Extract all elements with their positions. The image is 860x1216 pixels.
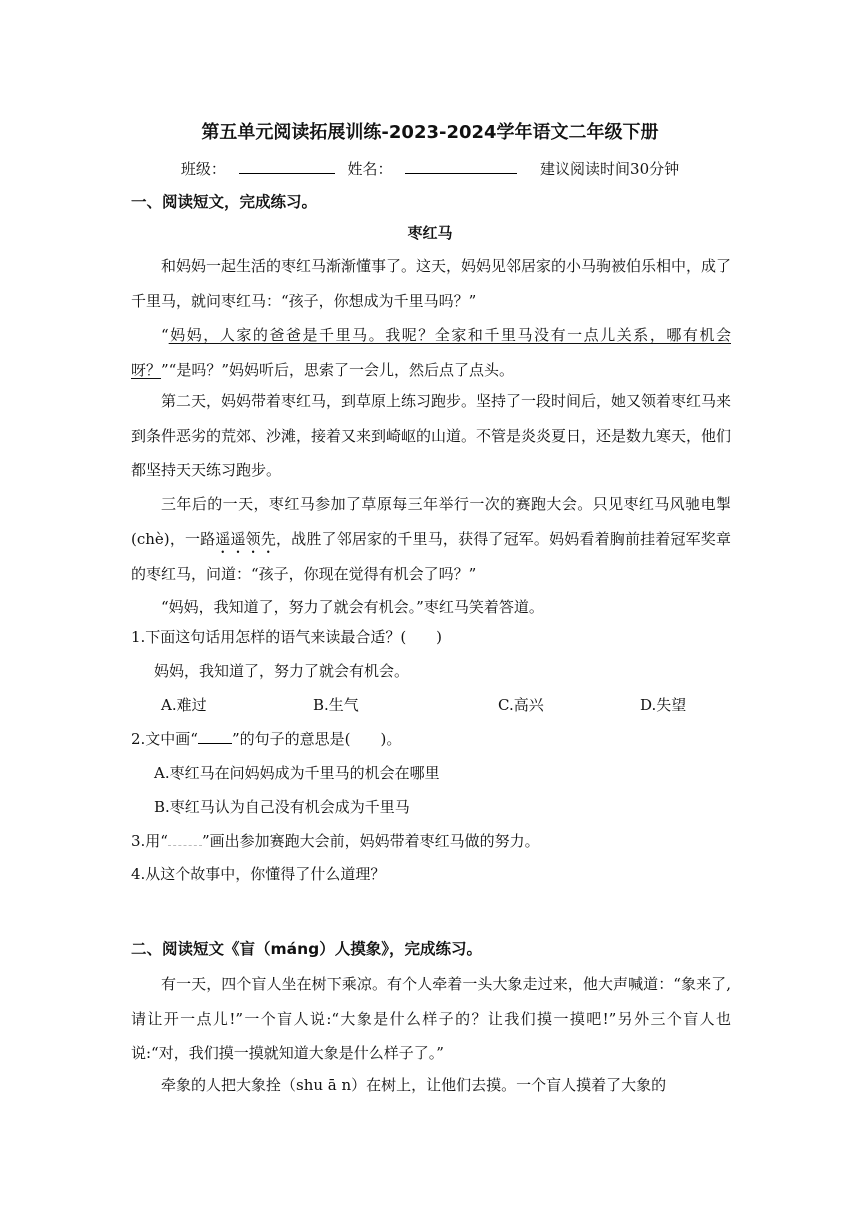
q2-option-a[interactable]: A.枣红马在问妈妈成为千里马的机会在哪里: [154, 764, 440, 782]
story-paragraph-5: “妈妈，我知道了，努力了就会有机会。”枣红马笑着答道。: [161, 598, 544, 616]
story-paragraph-4: [131, 487, 731, 591]
question-1: 1.下面这句话用怎样的语气来读最合适？( ): [131, 628, 443, 646]
q3-wavy-line-sample: [168, 832, 202, 846]
paragraph-2-rest: ”“是吗？”妈妈听后，思索了一会儿，然后点了点头。: [161, 360, 515, 379]
section1-heading: 一、阅读短文，完成练习。: [131, 193, 318, 211]
q2-suffix: ”的句子的意思是( )。: [231, 730, 402, 748]
reading-time-note: 建议阅读时间30分钟: [540, 160, 680, 178]
open-quote: “: [161, 326, 169, 344]
q3-prefix: 3.用“: [131, 832, 168, 850]
story-title: 枣红马: [407, 224, 453, 242]
q2-option-b[interactable]: B.枣红马认为自己没有机会成为千里马: [154, 798, 410, 816]
student-info-row: [0, 158, 860, 179]
class-label: 班级：: [180, 160, 226, 178]
dotted-phrase: 遥遥领先: [215, 529, 277, 548]
question-4: 4.从这个故事中，你懂得了什么道理？: [131, 865, 386, 883]
section2-heading: 二、阅读短文《盲（máng）人摸象》，完成练习。: [131, 940, 482, 958]
question-1-sentence: 妈妈，我知道了，努力了就会有机会。: [154, 662, 410, 680]
class-blank[interactable]: [239, 159, 335, 174]
page-title: 第五单元阅读拓展训练-2023-2024学年语文二年级下册: [201, 122, 659, 143]
q1-option-a[interactable]: A.难过: [161, 696, 207, 714]
question-2: [131, 728, 401, 749]
story-paragraph-1: 和妈妈一起生活的枣红马渐渐懂事了。这天，妈妈见邻居家的小马驹被伯乐相中，成了千里马，就问枣红马：“孩子，你想成为千里马吗？”: [131, 257, 732, 310]
story2-paragraph-2: 牵象的人把大象拴（shu ā n）在树上，让他们去摸。一个盲人摸着了大象的: [161, 1076, 667, 1094]
name-blank[interactable]: [405, 159, 517, 174]
paragraph-4-part-a: 三年后的一天，枣红马参加了草原每三年举行一次的赛跑大会。只见枣红马风驰电掣(chè)，一路: [131, 495, 731, 548]
paragraph-4-part-b: ，战胜了邻居家的千里马，获得了冠军。妈妈看着胸前挂着冠军奖章的枣红马，问道：“孩子，你现在觉得有机会了吗？”: [131, 529, 731, 583]
q2-underline-sample: [198, 730, 232, 744]
story2-paragraph-1: 有一天，四个盲人坐在树下乘凉。有个人牵着一头大象走过来，他大声喊道：“象来了,请让开一点儿!”一个盲人说:“大象是什么样子的？让我们摸一摸吧!”另外三个盲人也说:“对，我们摸一摸就知道大象是什么样子了。”: [131, 975, 731, 1062]
story-paragraph-3: 第二天，妈妈带着枣红马，到草原上练习跑步。坚持了一段时间后，她又领着枣红马来到条件恶劣的荒郊、沙滩，接着又来到崎岖的山道。不管是炎炎夏日，还是数九寒天，他们都坚持天天练习跑步。: [131, 392, 732, 479]
underlined-sentence: 妈妈，人家的爸爸是千里马。我呢？全家和千里马没有一点儿关系，哪有机会呀？: [131, 326, 731, 379]
q1-option-c[interactable]: C.高兴: [498, 696, 544, 714]
q3-suffix: ”画出参加赛跑大会前，妈妈带着枣红马做的努力。: [201, 832, 540, 850]
question-3: [131, 830, 540, 851]
q1-option-d[interactable]: D.失望: [640, 696, 687, 714]
q1-option-b[interactable]: B.生气: [313, 696, 359, 714]
story-paragraph-2: [131, 318, 731, 387]
q2-prefix: 2.文中画“: [131, 730, 198, 748]
name-label: 姓名：: [347, 160, 393, 178]
